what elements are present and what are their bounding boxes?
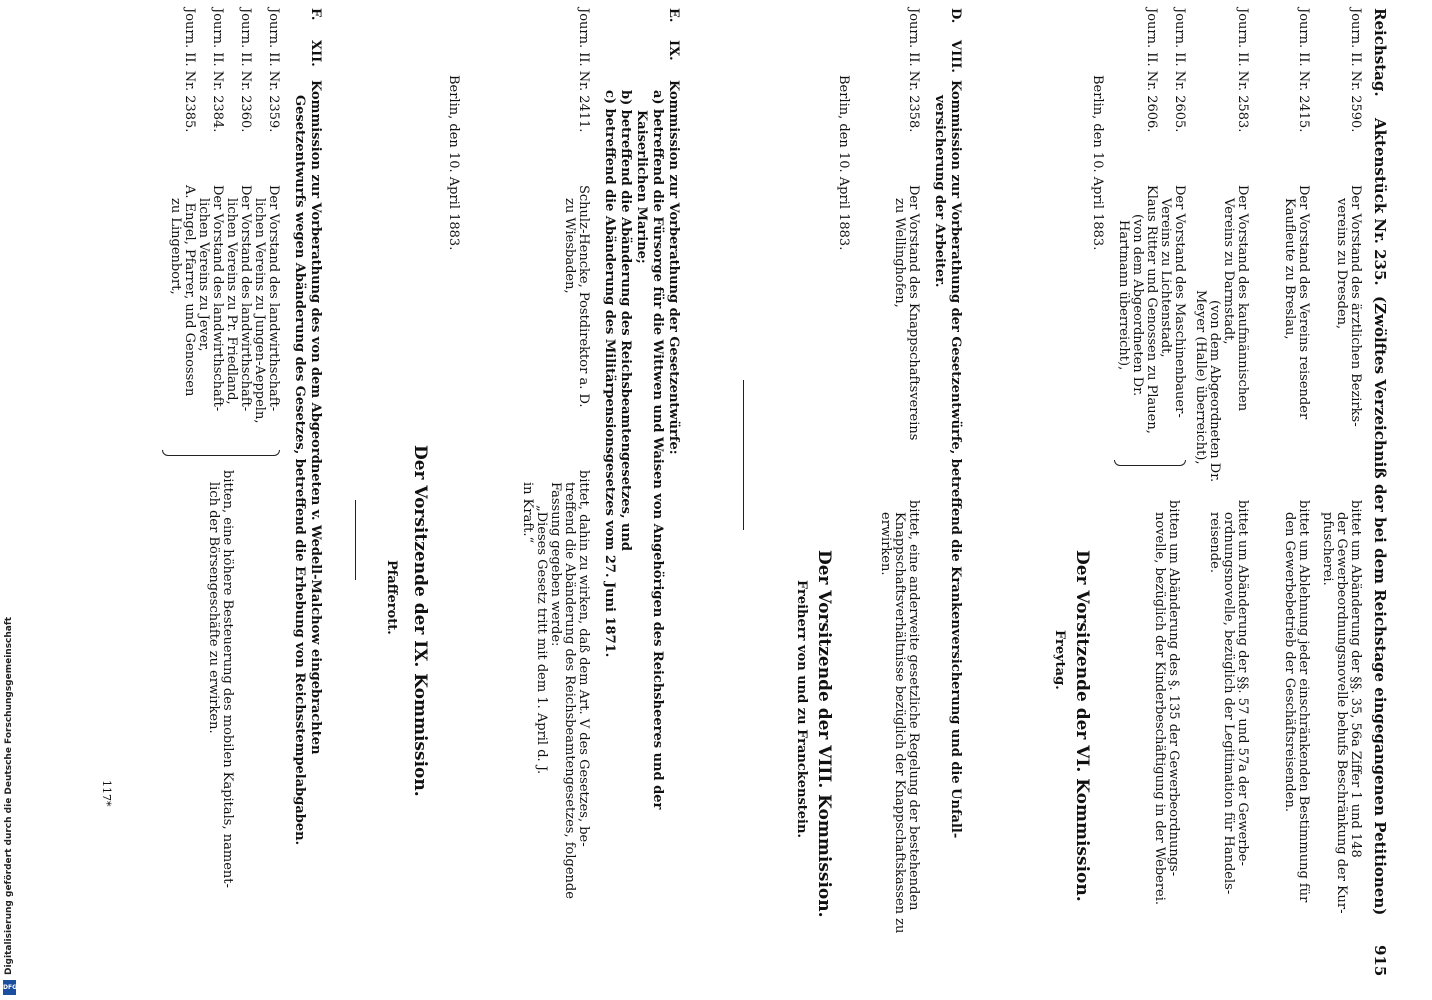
section-divider: [743, 380, 744, 530]
petitioner-line: Der Vorstand des Maschinenbauer-: [1172, 185, 1187, 418]
request-line: bittet, eine anderweite gesetzliche Regelung der bestehenden: [906, 500, 921, 911]
header-document-number: Aktenstück Nr. 235.: [1371, 118, 1389, 286]
petitioner-line: Der Vorstand des kaufmännischen: [1235, 185, 1250, 412]
section-title-line: a) betreffend die Fürsorge für die Wittwen und Waisen von Angehörigen des Reichsheeres und der: [650, 90, 665, 810]
petition-ref: Journ. II. Nr. 2360.: [238, 8, 253, 133]
section-numeral: VIII.: [948, 40, 963, 73]
petition-ref: Journ. II. Nr. 2583.: [1235, 8, 1250, 133]
signature-name: Pfafferott.: [384, 560, 399, 635]
petitioner-line: zu Wiesbaden,: [562, 198, 577, 294]
petitioner-line: Der Vorstand des landwirthschaft-: [210, 185, 225, 412]
request-line: bittet, dahin zu wirken, daß dem Art. V des Gesetzes, be-: [576, 470, 591, 847]
request-line: ordnungsnovelle, bezüglich der Legitimation für Handels-: [1221, 512, 1236, 895]
request-line: treffend die Abänderung des Reichsbeamtengesetzes, folgende: [562, 482, 577, 899]
petitioner-line: zu Wellinghofen,: [892, 198, 907, 308]
petitioner-line: lichen Vereins zu Pr. Friedland,: [224, 198, 239, 405]
petitioner-line: zu Lingenbort,: [168, 198, 183, 295]
petitioner-line: Der Vorstand des landwirthschaft-: [266, 185, 281, 412]
header-title: (Zwölftes Verzeichniß der bei dem Reichstage eingegangenen Petitionen): [1371, 296, 1389, 916]
signature-name: Freiherr von und zu Franckenstein.: [794, 580, 809, 838]
funding-credit: Digitalisierung gefördert durch die Deutsche Forschungsgemeinschaft: [4, 616, 14, 975]
petition-ref: Journ. II. Nr. 2605.: [1172, 8, 1187, 133]
petition-ref: Journ. II. Nr. 2590.: [1348, 8, 1363, 133]
petition-ref: Journ. II. Nr. 2606.: [1144, 8, 1159, 133]
section-title-line: b) betreffend die Abänderung des Reichsbeamtengesetzes, und: [618, 90, 633, 552]
page-number: 915: [1371, 945, 1389, 977]
request-line: novelle, bezüglich der Kinderbeschäftigung in der Weberei.: [1152, 512, 1167, 906]
section-numeral: IX.: [666, 40, 681, 61]
signature-title: Der Vorsitzende der VIII. Kommission.: [814, 550, 834, 918]
petitioner-line: A. Engel, Pfarrer, und Genossen: [182, 185, 197, 397]
date-line: Berlin, den 10. April 1883.: [1090, 75, 1105, 251]
petitioner-line: lichen Vereins zu Jever,: [196, 198, 211, 352]
request-line: „Dieses Gesetz tritt mit dem 1. April d. J.: [534, 505, 549, 775]
petitioner-line: Der Vorstand des landwirthschaft-: [238, 185, 253, 412]
petitioner-line: vereins zu Dresden,: [1334, 198, 1349, 330]
petition-ref: Journ. II. Nr. 2358.: [906, 8, 921, 133]
date-line: Berlin, den 10. April 1883.: [836, 75, 851, 251]
petitioner-line: Der Vorstand des ärztlichen Bezirks-: [1348, 185, 1363, 427]
section-letter: E.: [666, 8, 681, 23]
signature-mark: 117*: [100, 780, 113, 807]
petitioner-line: Vereins zu Darmstadt,: [1221, 198, 1236, 345]
signature-name: Freytag.: [1052, 630, 1067, 690]
signature-title: Der Vorsitzende der IX. Kommission.: [410, 445, 430, 797]
petition-ref: Journ. II. Nr. 2384.: [210, 8, 225, 133]
request-line: lich der Börsengeschäfte zu erwirken.: [206, 482, 221, 734]
petitioner-line: Hartmann überreicht),: [1116, 220, 1131, 371]
section-numeral: XII.: [308, 40, 323, 67]
request-line: Fassung gegeben werde:: [548, 482, 563, 647]
section-title-line: Kommission zur Vorberathung der Gesetzentwürfe:: [666, 80, 681, 455]
request-line: bittet um Abänderung der §§. 57 und 57a der Gewerbe-: [1235, 500, 1250, 866]
petition-ref: Journ. II. Nr. 2385.: [182, 8, 197, 133]
request-line: erwirken.: [878, 512, 893, 576]
section-title-line: Gesetzentwurfs wegen Abänderung des Gesetzes, betreffend die Erhebung von Reichsstempelabgaben.: [292, 95, 307, 846]
section-title-line: Kommission zur Vorberathung der Gesetzentwürfe, betreffend die Krankenversicherung und die Unfall-: [948, 80, 963, 839]
request-line: reisende.: [1207, 512, 1222, 573]
petition-ref: Journ. II. Nr. 2359.: [266, 8, 281, 133]
digitization-footer: [0, 0, 22, 1000]
petition-ref: Journ. II. Nr. 2411.: [576, 8, 591, 133]
petitioner-line: Der Vorstand des Vereins reisender: [1296, 185, 1311, 420]
request-line: bittet um Ablehnung jeder einschränkenden Bestimmung für: [1296, 500, 1311, 903]
header-left: Reichstag.: [1371, 8, 1389, 97]
section-title-line: c) betreffend die Abänderung des Militärpensionsgesetzes vom 27. Juni 1871.: [602, 90, 617, 658]
petitioner-line: (von dem Abgeordneten Dr.: [1207, 300, 1222, 483]
petitioner-line: Klaus Ritter und Genossen zu Plauen,: [1144, 185, 1159, 434]
signature-title: Der Vorsitzende der VI. Kommission.: [1072, 550, 1092, 902]
petition-ref: Journ. II. Nr. 2415.: [1296, 8, 1311, 133]
request-line: bittet um Abänderung der §§. 35, 56a Ziffer 1 und 148: [1348, 500, 1363, 858]
request-line: bitten, eine höhere Besteuerung des mobilen Kapitals, nament-: [220, 470, 235, 888]
petitioner-line: Der Vorstand des Knappschaftsvereins: [906, 185, 921, 441]
section-letter: D.: [948, 8, 963, 24]
request-line: den Gewerbebetrieb der Geschäftsreisenden.: [1282, 512, 1297, 812]
dfg-logo-icon: DFG: [3, 980, 16, 995]
grouping-brace: [1114, 460, 1186, 466]
petitioner-line: Vereins zu Lichtenstadt,: [1158, 198, 1173, 358]
date-line: Berlin, den 10. April 1883.: [446, 75, 461, 251]
section-letter: F.: [308, 8, 323, 21]
petitioner-line: (von dem Abgeordneten Dr.: [1130, 214, 1145, 397]
petitioner-line: Meyer (Halle) überreicht),: [1193, 290, 1208, 465]
section-title-line: Kommission zur Vorberathung des von dem Abgeordneten v. Wedell-Malchow eingebrachten: [308, 80, 323, 755]
section-divider: [355, 500, 356, 580]
request-line: der Gewerbeordnungsnovelle behufs Beschränkung der Kur-: [1334, 512, 1349, 914]
petitioner-line: Kaufleute zu Breslau,: [1282, 198, 1297, 340]
request-line: pfuscherei.: [1320, 512, 1335, 586]
request-line: in Kraft.“: [520, 482, 535, 544]
request-line: Knappschaftsverhältnisse bezüglich der Knappschaftskassen zu: [892, 512, 907, 934]
section-title-line: versicherung der Arbeiter.: [932, 95, 947, 288]
petitioner-line: lichen Vereins zu Jungen-Aeppeln,: [252, 198, 267, 424]
petitioner-line: Schulz-Hencke, Postdirektor a. D.: [576, 185, 591, 408]
request-line: bitten um Abänderung des §. 135 der Gewerbeordnungs-: [1166, 500, 1181, 877]
section-title-line: Kaiserlichen Marine;: [634, 110, 649, 264]
grouping-brace: [162, 450, 280, 456]
